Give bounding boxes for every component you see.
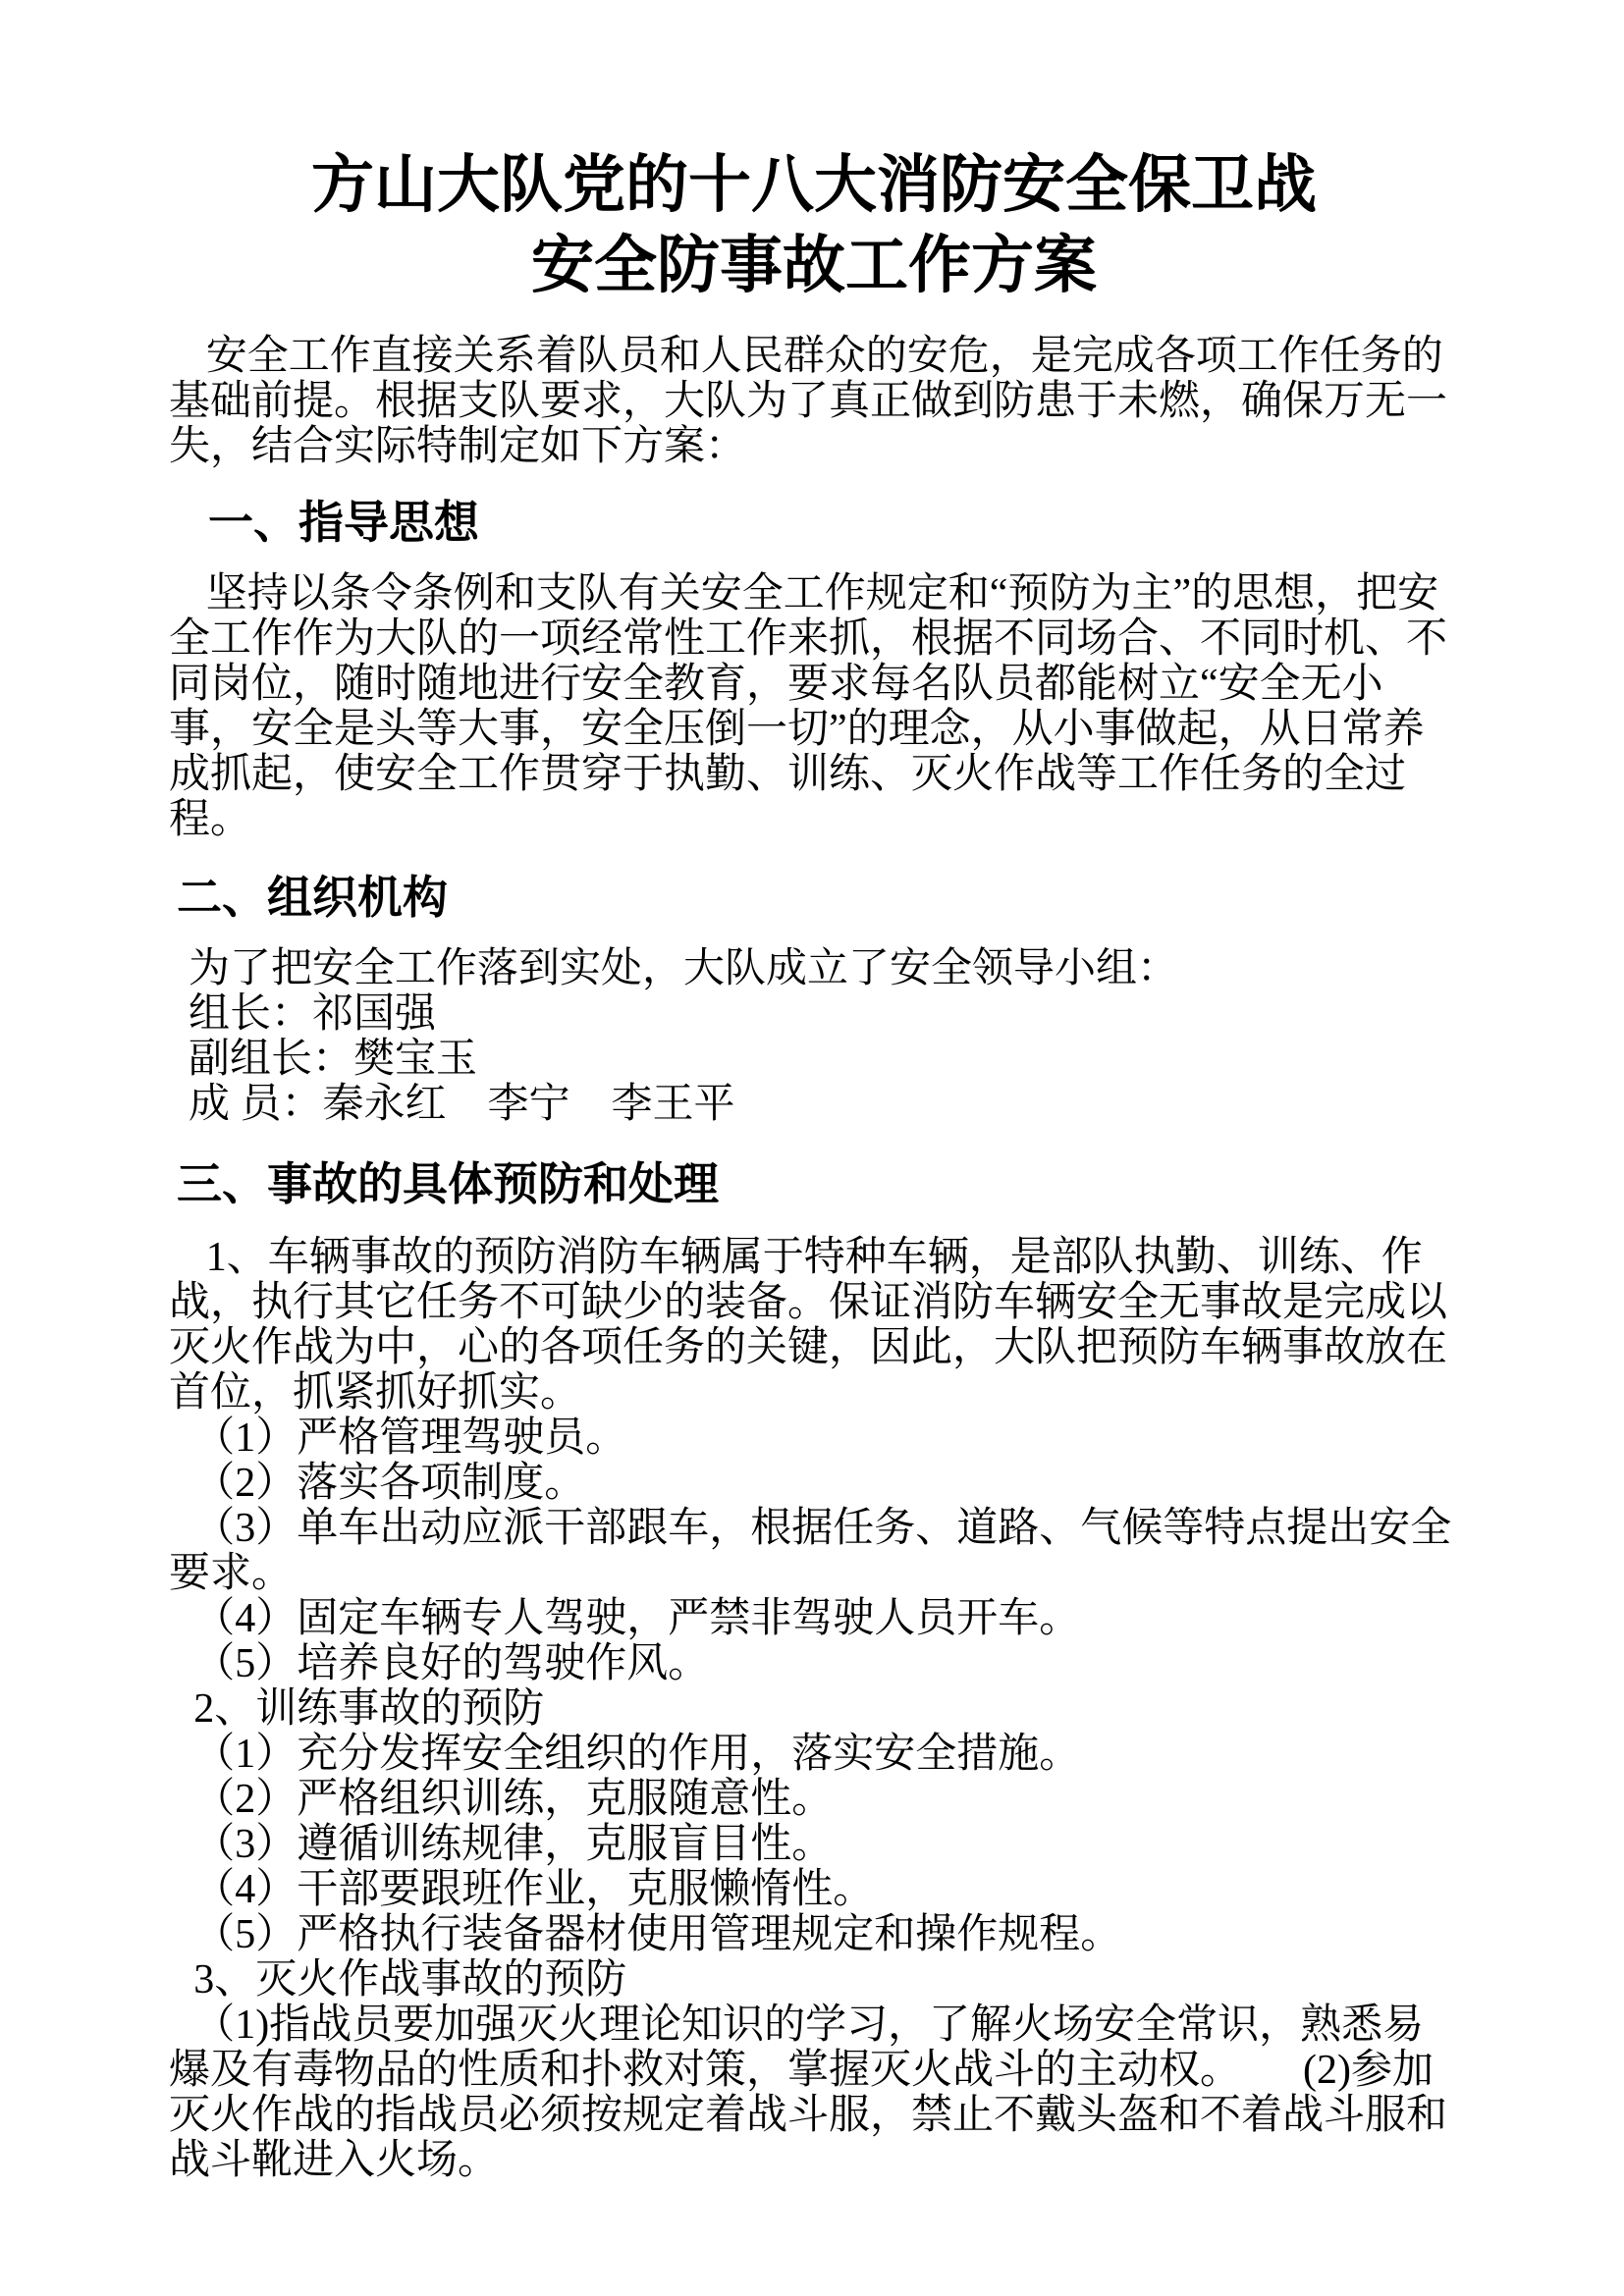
vehicle-item-3: （3）单车出动应派干部跟车，根据任务、道路、气候等特点提出安全要求。 xyxy=(169,1506,1452,1596)
intro-paragraph: 安全工作直接关系着队员和人民群众的安危，是完成各项工作任务的基础前提。根据支队要求，大队为了真正做到防患于未燃，确保万无一失，结合实际特制定如下方案： xyxy=(169,334,1448,469)
training-item-5: （5）严格执行装备器材使用管理规定和操作规程。 xyxy=(193,1912,1122,1957)
document-title-line2: 安全防事故工作方案 xyxy=(531,231,1097,300)
firefighting-paragraph: （1)指战员要加强灭火理论知识的学习，了解火场安全常识，熟悉易爆及有毒物品的性质和扑救对策，掌握灭火战斗的主动权。 (2)参加灭火作战的指战员必须按规定着战斗服，禁止不戴头盔和不着战斗服和战斗靴进入火场。 xyxy=(169,2002,1448,2183)
group-leader-line: 组长：祁国强 xyxy=(189,991,437,1037)
vehicle-item-5: （5）培养良好的驾驶作风。 xyxy=(193,1641,710,1686)
training-item-3: （3）遵循训练规律，克服盲目性。 xyxy=(193,1822,834,1867)
vehicle-item-1: （1）严格管理驾驶员。 xyxy=(193,1415,627,1461)
training-item-4: （4）干部要跟班作业，克服懒惰性。 xyxy=(193,1867,875,1912)
section1-heading: 一、指导思想 xyxy=(208,498,479,548)
vehicle-item-2: （2）落实各项制度。 xyxy=(193,1461,586,1506)
training-accident-heading: 2、训练事故的预防 xyxy=(193,1686,545,1732)
section2-paragraph: 为了把安全工作落到实处，大队成立了安全领导小组： xyxy=(189,946,1179,991)
section1-paragraph: 坚持以条令条例和支队有关安全工作规定和“预防为主”的思想，把安全工作作为大队的一项经常性工作来抓，根据不同场合、不同时机、不同岗位，随时随地进行安全教育，要求每名队员都能树立“安全无小事，安全是头等大事，安全压倒一切”的理念，从小事做起，从日常养成抓起，使安全工作贯穿于执勤、训练、灭火作战等工作任务的全过程。 xyxy=(169,571,1448,842)
members-line: 成 员：秦永红 李宁 李王平 xyxy=(189,1082,735,1127)
document-title-line1: 方山大队党的十八大消防安全保卫战 xyxy=(311,150,1317,220)
section2-heading: 二、组织机构 xyxy=(177,873,448,923)
training-item-1: （1）充分发挥安全组织的作用，落实安全措施。 xyxy=(193,1732,1081,1777)
vehicle-accident-paragraph: 1、车辆事故的预防消防车辆属于特种车辆，是部队执勤、训练、作战，执行其它任务不可缺少的装备。保证消防车辆安全无事故是完成以灭火作战为中，心的各项任务的关键，因此，大队把预防车辆事故放在首位，抓紧抓好抓实。 xyxy=(169,1235,1448,1415)
training-item-2: （2）严格组织训练，克服随意性。 xyxy=(193,1777,834,1822)
firefighting-accident-heading: 3、灭火作战事故的预防 xyxy=(193,1957,627,2002)
vehicle-item-4: （4）固定车辆专人驾驶，严禁非驾驶人员开车。 xyxy=(193,1596,1081,1641)
deputy-leader-line: 副组长：樊宝玉 xyxy=(189,1037,478,1082)
section3-heading: 三、事故的具体预防和处理 xyxy=(177,1159,719,1209)
